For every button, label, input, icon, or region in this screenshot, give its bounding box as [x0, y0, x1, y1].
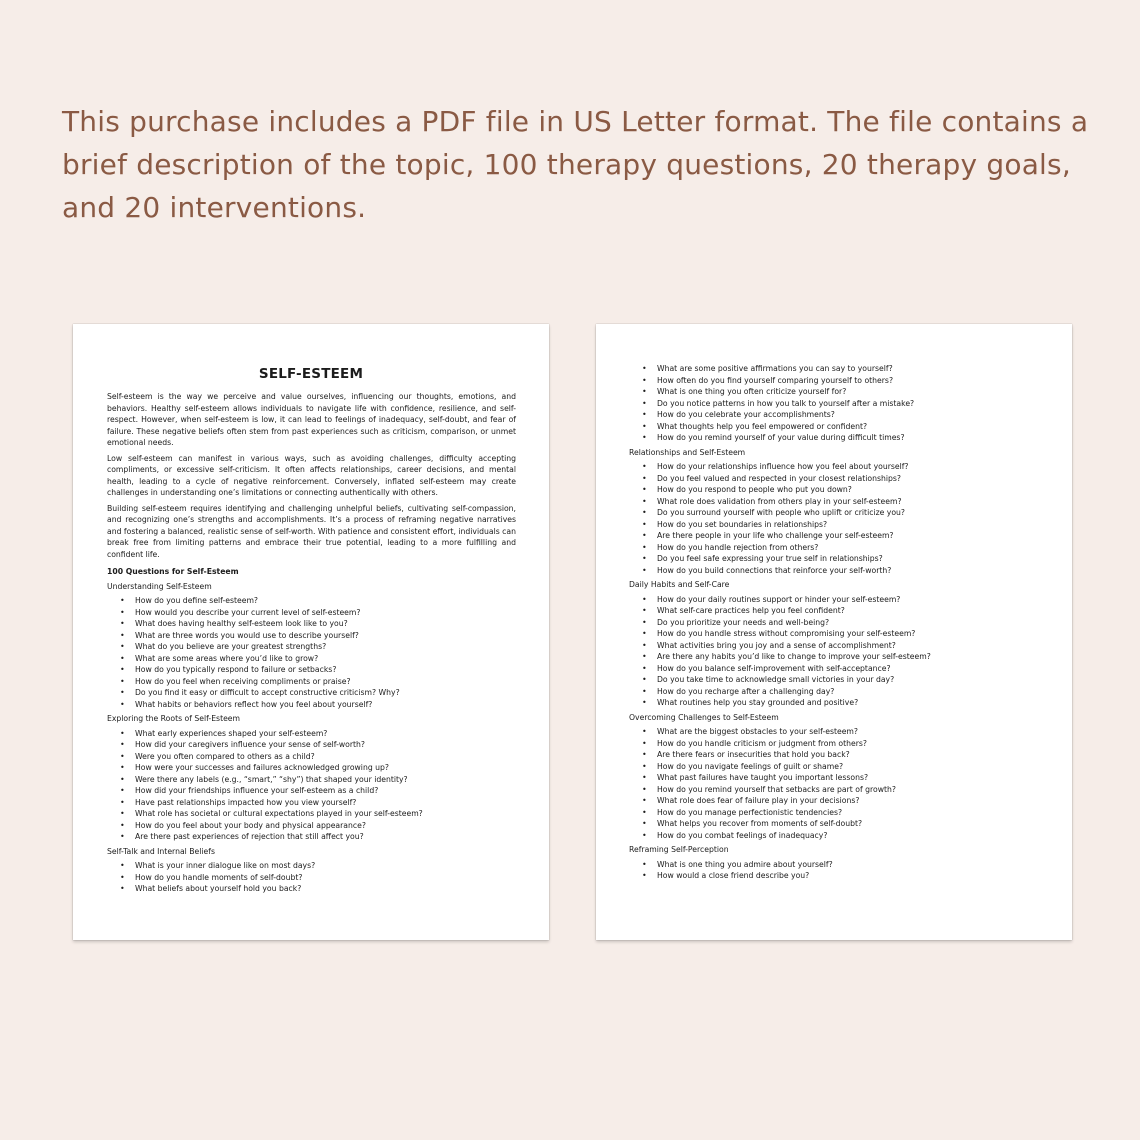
question-item: • How do you balance self-improvement with self-acceptance? [629, 663, 1052, 675]
question-item: • How do you handle rejection from others? [629, 542, 1052, 554]
question-item: • What are some areas where you’d like to grow? [107, 653, 516, 665]
question-item: • How do you navigate feelings of guilt or shame? [629, 761, 1052, 773]
section-heading: Relationships and Self-Esteem [629, 447, 746, 457]
question-item: • What are the biggest obstacles to your self-esteem? [629, 726, 1052, 738]
question-item: • Do you prioritize your needs and well-being? [629, 617, 1052, 629]
question-item: • How do you remind yourself that setbacks are part of growth? [629, 784, 1052, 796]
question-item: • What helps you recover from moments of self-doubt? [629, 818, 1052, 830]
question-item: • How do you define self-esteem? [107, 595, 516, 607]
question-item: • Do you find it easy or difficult to accept constructive criticism? Why? [107, 687, 516, 699]
question-item: • Have past relationships impacted how you view yourself? [107, 797, 516, 809]
question-item: • How do you combat feelings of inadequacy? [629, 830, 1052, 842]
questions-heading: 100 Questions for Self-Esteem [107, 567, 239, 576]
question-item: • How do you handle stress without compromising your self-esteem? [629, 628, 1052, 640]
question-item: • How do you handle criticism or judgment from others? [629, 738, 1052, 750]
question-list [629, 461, 1052, 576]
question-item: • Are there people in your life who challenge your self-esteem? [629, 530, 1052, 542]
question-item: • How do you build connections that reinforce your self-worth? [629, 565, 1052, 577]
question-item: • What is one thing you admire about yourself? [629, 859, 1052, 871]
section-heading: Understanding Self-Esteem [107, 581, 212, 591]
question-list [629, 594, 1052, 709]
question-item: • What role does validation from others play in your self-esteem? [629, 496, 1052, 508]
question-item: • What are some positive affirmations you can say to yourself? [629, 363, 1052, 375]
question-item: • How do you set boundaries in relationships? [629, 519, 1052, 531]
question-item: • What does having healthy self-esteem look like to you? [107, 618, 516, 630]
question-item: • What habits or behaviors reflect how you feel about yourself? [107, 699, 516, 711]
question-item: • Do you take time to acknowledge small victories in your day? [629, 674, 1052, 686]
question-item: • How do you manage perfectionistic tendencies? [629, 807, 1052, 819]
question-item: • What thoughts help you feel empowered or confident? [629, 421, 1052, 433]
question-item: • How do your relationships influence how you feel about yourself? [629, 461, 1052, 473]
question-item: • What is one thing you often criticize yourself for? [629, 386, 1052, 398]
document-body [629, 363, 1052, 885]
question-item: • What self-care practices help you feel confident? [629, 605, 1052, 617]
question-item: • How did your caregivers influence your sense of self-worth? [107, 739, 516, 751]
question-item: • How often do you find yourself comparing yourself to others? [629, 375, 1052, 387]
question-item: • Do you feel valued and respected in your closest relationships? [629, 473, 1052, 485]
intro-paragraph: Low self-esteem can manifest in various ways, such as avoiding challenges, difficulty accepting compliments, or excessive self-criticism. It often affects relationships, career decisions, and mental health, leading to a cycle of negative reinforcement. Conversely, inflated self-esteem may create challenges in understanding one’s limitations or connecting authentically with others. [107, 453, 516, 497]
question-item: • Were you often compared to others as a child? [107, 751, 516, 763]
question-item: • How did your friendships influence your self-esteem as a child? [107, 785, 516, 797]
question-item: • What is your inner dialogue like on most days? [107, 860, 516, 872]
question-item: • What role has societal or cultural expectations played in your self-esteem? [107, 808, 516, 820]
question-item: • What activities bring you joy and a sense of accomplishment? [629, 640, 1052, 652]
question-item: • Do you notice patterns in how you talk to yourself after a mistake? [629, 398, 1052, 410]
product-description: This purchase includes a PDF file in US Letter format. The file contains a brief description of the topic, 100 therapy questions, 20 therapy goals, and 20 interventions. [62, 105, 1089, 224]
question-item: • What beliefs about yourself hold you back? [107, 883, 516, 895]
question-item: • Do you surround yourself with people who uplift or criticize you? [629, 507, 1052, 519]
question-item: • What past failures have taught you important lessons? [629, 772, 1052, 784]
document-body [107, 391, 516, 898]
question-item: • How were your successes and failures acknowledged growing up? [107, 762, 516, 774]
document-title: SELF-ESTEEM [258, 366, 364, 382]
question-item: • How do you respond to people who put you down? [629, 484, 1052, 496]
question-item: • Were there any labels (e.g., “smart,” “shy”) that shaped your identity? [107, 774, 516, 786]
question-list [629, 859, 1052, 882]
question-item: • Are there fears or insecurities that hold you back? [629, 749, 1052, 761]
question-item: • Are there past experiences of rejection that still affect you? [107, 831, 516, 843]
question-item: • How would a close friend describe you? [629, 870, 1052, 882]
question-item: • What are three words you would use to describe yourself? [107, 630, 516, 642]
question-list [629, 363, 1052, 444]
question-list [107, 595, 516, 710]
question-sections [629, 447, 1052, 882]
question-item: • How do you feel about your body and physical appearance? [107, 820, 516, 832]
question-item: • Do you feel safe expressing your true self in relationships? [629, 553, 1052, 565]
section-heading: Reframing Self-Perception [629, 845, 729, 854]
question-item: • What do you believe are your greatest strengths? [107, 641, 516, 653]
intro-paragraph: Self-esteem is the way we perceive and value ourselves, influencing our thoughts, emotions, and behaviors. Healthy self-esteem allows individuals to navigate life with confidence, resilience, and self-respect. However, when self-esteem is low, it can lead to feelings of inadequacy, self-doubt, and fear of failure. These negative beliefs often stem from past experiences such as criticism, comparison, or unmet emotional needs. [107, 392, 516, 447]
section-heading: Overcoming Challenges to Self-Esteem [629, 712, 779, 722]
question-sections [107, 581, 516, 895]
section-heading: Self-Talk and Internal Beliefs [107, 846, 215, 856]
question-item: • How do you handle moments of self-doubt? [107, 872, 516, 884]
document-page-1 [73, 324, 549, 940]
question-item: • What role does fear of failure play in your decisions? [629, 795, 1052, 807]
question-item: • How do you recharge after a challenging day? [629, 686, 1052, 698]
question-item: • How do you feel when receiving compliments or praise? [107, 676, 516, 688]
section-heading: Daily Habits and Self-Care [629, 580, 730, 589]
question-item: • How do you celebrate your accomplishments? [629, 409, 1052, 421]
document-page-2 [596, 324, 1072, 940]
question-item: • How do your daily routines support or hinder your self-esteem? [629, 594, 1052, 606]
question-item: • How would you describe your current level of self-esteem? [107, 607, 516, 619]
question-list [107, 728, 516, 843]
question-item: • How do you typically respond to failure or setbacks? [107, 664, 516, 676]
question-item: • Are there any habits you’d like to change to improve your self-esteem? [629, 651, 1052, 663]
intro-paragraph: Building self-esteem requires identifying and challenging unhelpful beliefs, cultivating self-compassion, and recognizing one’s strengths and accomplishments. It’s a process of reframing negative narratives and fostering a balanced, realistic sense of self-worth. With patience and consistent effort, individuals can break free from limiting patterns and embrace their true potential, leading to a more fulfilling and confident life. [107, 503, 516, 559]
question-list [629, 726, 1052, 841]
section-heading: Exploring the Roots of Self-Esteem [107, 714, 241, 723]
question-list [107, 860, 516, 895]
question-item: • How do you remind yourself of your value during difficult times? [629, 432, 1052, 444]
question-item: • What routines help you stay grounded and positive? [629, 697, 1052, 709]
question-item: • What early experiences shaped your self-esteem? [107, 728, 516, 740]
